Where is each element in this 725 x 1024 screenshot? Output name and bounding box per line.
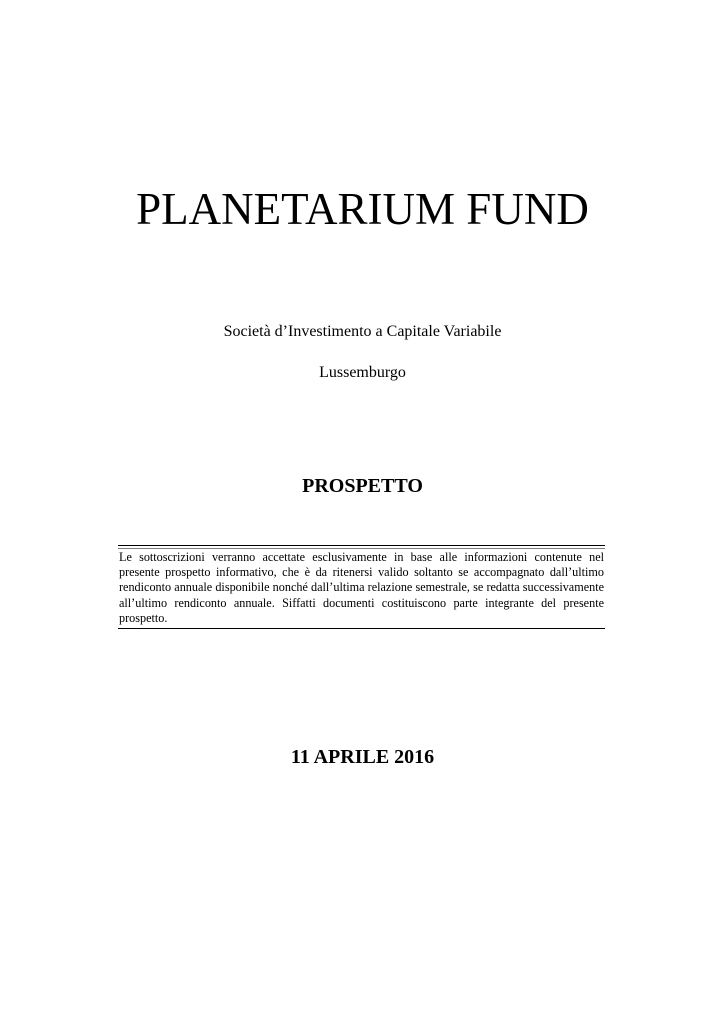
document-date: 11 APRILE 2016 [290,746,435,768]
location: Lussemburgo [319,364,406,381]
fund-title: PLANETARIUM FUND [136,184,589,234]
company-type: Società d’Investimento a Capitale Variabile [223,323,502,340]
notice-text: Le sottoscrizioni verranno accettate esclusivamente in base alle informazioni contenute nel presente prospetto informativo, che è da ritenersi valido soltanto se accompagnato dall’ultimo rendiconto annuale disponibile nonché dall’ultima relazione semestrale, se redatta successivamente all’ultimo rendiconto annuale. Siffatti documenti costituiscono parte integrante del presente prospetto. [119,550,604,625]
notice-box [118,545,605,629]
document-type-heading: PROSPETTO [302,475,423,497]
